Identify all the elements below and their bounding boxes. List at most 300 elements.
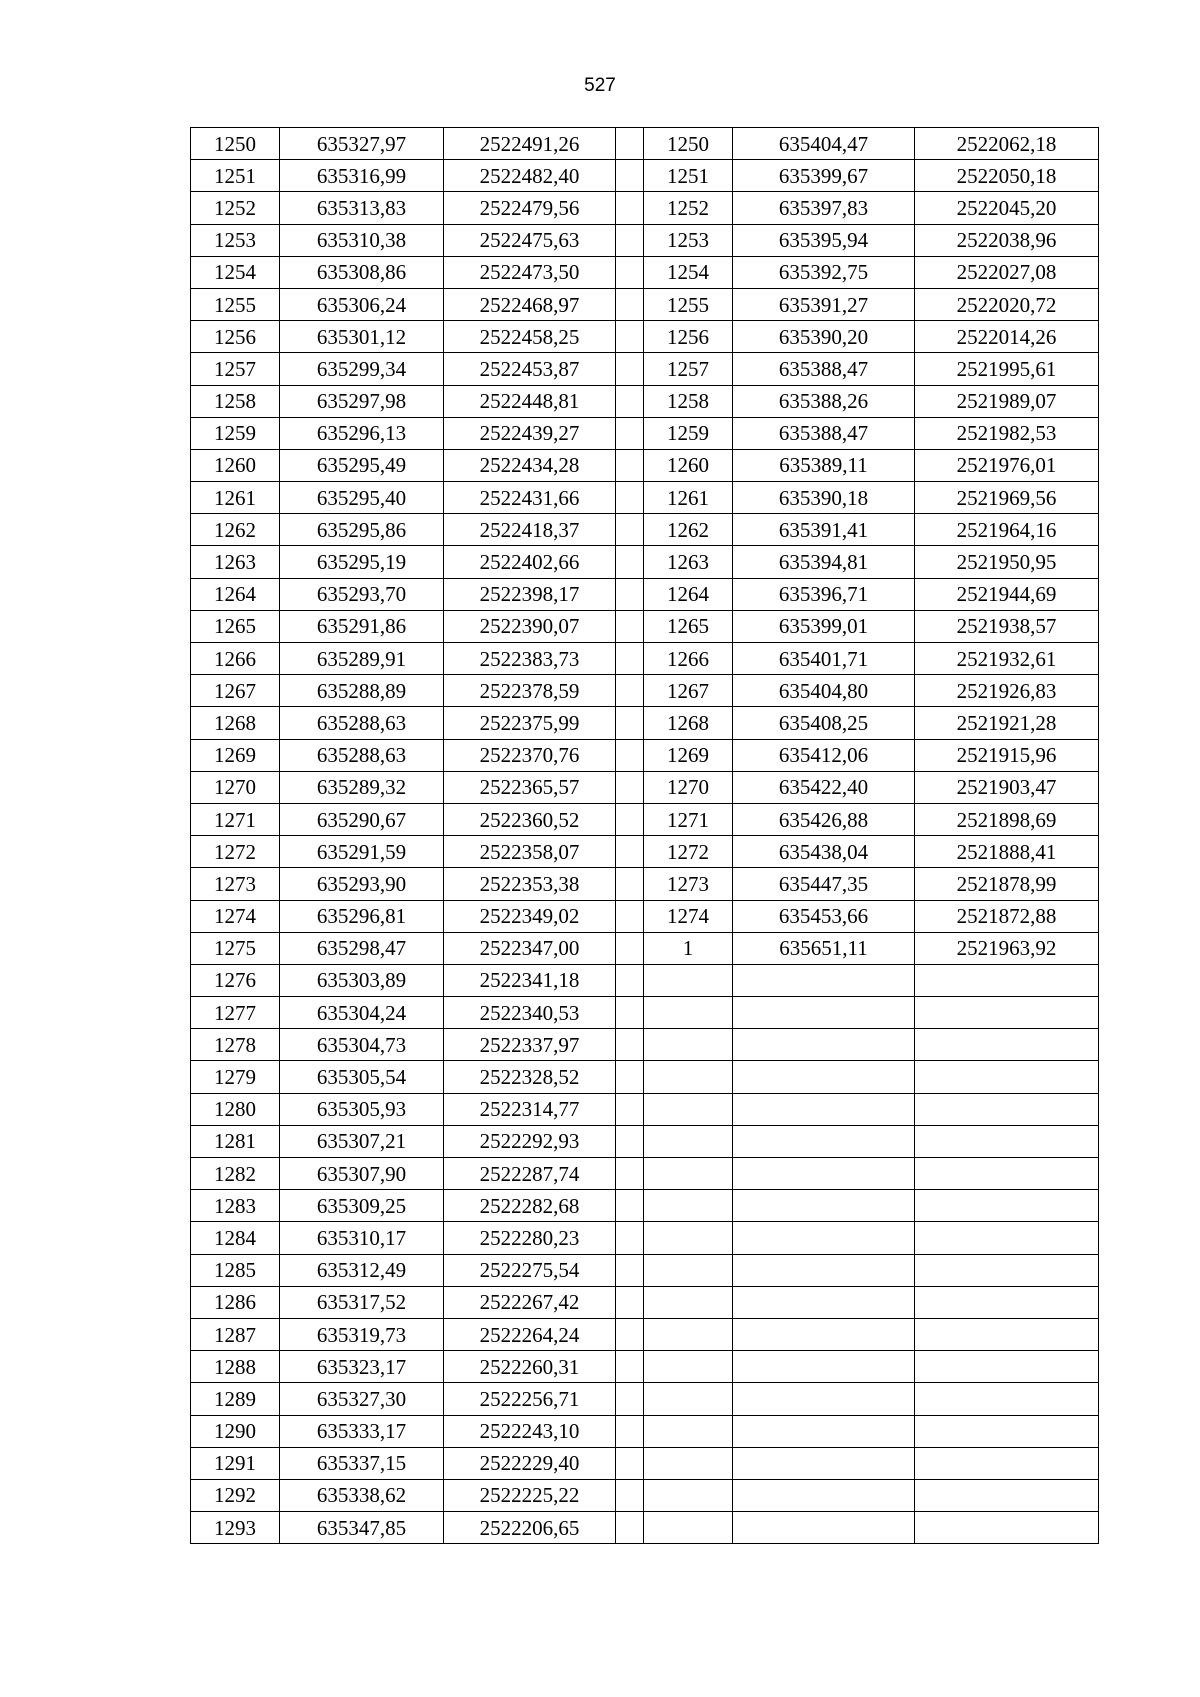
left-x-coordinate-cell: 635293,70 [280, 578, 444, 610]
left-y-coordinate-cell: 2522256,71 [444, 1383, 616, 1415]
left-point-number-cell: 1271 [191, 803, 280, 835]
left-y-coordinate-cell: 2522375,99 [444, 707, 616, 739]
left-point-number-cell: 1276 [191, 964, 280, 996]
right-y-coordinate-cell: 2521976,01 [915, 449, 1099, 481]
right-point-number-cell [644, 964, 733, 996]
right-y-coordinate-cell: 2521878,99 [915, 868, 1099, 900]
left-y-coordinate-cell: 2522402,66 [444, 546, 616, 578]
table-row [191, 224, 1099, 256]
left-x-coordinate-cell: 635313,83 [280, 192, 444, 224]
separator-cell [616, 321, 644, 353]
right-point-number-cell: 1251 [644, 160, 733, 192]
left-x-coordinate-cell: 635319,73 [280, 1318, 444, 1350]
left-y-coordinate-cell: 2522347,00 [444, 932, 616, 964]
table-row [191, 997, 1099, 1029]
left-x-coordinate-cell: 635306,24 [280, 288, 444, 320]
table-row [191, 1383, 1099, 1415]
left-y-coordinate-cell: 2522390,07 [444, 610, 616, 642]
right-point-number-cell: 1267 [644, 675, 733, 707]
right-y-coordinate-cell: 2522038,96 [915, 224, 1099, 256]
left-point-number-cell: 1273 [191, 868, 280, 900]
left-y-coordinate-cell: 2522287,74 [444, 1158, 616, 1190]
right-point-number-cell: 1272 [644, 836, 733, 868]
table-row [191, 1190, 1099, 1222]
left-point-number-cell: 1274 [191, 900, 280, 932]
left-x-coordinate-cell: 635307,90 [280, 1158, 444, 1190]
right-x-coordinate-cell: 635389,11 [733, 449, 915, 481]
right-x-coordinate-cell [733, 1447, 915, 1479]
left-y-coordinate-cell: 2522275,54 [444, 1254, 616, 1286]
right-y-coordinate-cell: 2522027,08 [915, 256, 1099, 288]
left-point-number-cell: 1285 [191, 1254, 280, 1286]
left-point-number-cell: 1291 [191, 1447, 280, 1479]
separator-cell [616, 1447, 644, 1479]
table-row [191, 385, 1099, 417]
left-point-number-cell: 1286 [191, 1286, 280, 1318]
right-point-number-cell: 1260 [644, 449, 733, 481]
left-x-coordinate-cell: 635309,25 [280, 1190, 444, 1222]
separator-cell [616, 1351, 644, 1383]
right-point-number-cell [644, 1351, 733, 1383]
left-x-coordinate-cell: 635304,24 [280, 997, 444, 1029]
left-y-coordinate-cell: 2522453,87 [444, 353, 616, 385]
right-y-coordinate-cell: 2522045,20 [915, 192, 1099, 224]
right-x-coordinate-cell [733, 1158, 915, 1190]
left-y-coordinate-cell: 2522360,52 [444, 803, 616, 835]
separator-cell [616, 675, 644, 707]
right-point-number-cell: 1265 [644, 610, 733, 642]
right-point-number-cell: 1273 [644, 868, 733, 900]
right-point-number-cell [644, 1190, 733, 1222]
table-row [191, 964, 1099, 996]
left-point-number-cell: 1263 [191, 546, 280, 578]
right-y-coordinate-cell: 2521944,69 [915, 578, 1099, 610]
left-y-coordinate-cell: 2522243,10 [444, 1415, 616, 1447]
left-x-coordinate-cell: 635295,86 [280, 514, 444, 546]
right-y-coordinate-cell: 2521903,47 [915, 771, 1099, 803]
left-x-coordinate-cell: 635288,89 [280, 675, 444, 707]
left-point-number-cell: 1281 [191, 1125, 280, 1157]
coordinates-table [190, 127, 1099, 1544]
left-x-coordinate-cell: 635333,17 [280, 1415, 444, 1447]
right-point-number-cell [644, 1093, 733, 1125]
left-x-coordinate-cell: 635308,86 [280, 256, 444, 288]
separator-cell [616, 1061, 644, 1093]
right-y-coordinate-cell: 2521969,56 [915, 482, 1099, 514]
left-y-coordinate-cell: 2522365,57 [444, 771, 616, 803]
left-y-coordinate-cell: 2522491,26 [444, 128, 616, 160]
separator-cell [616, 836, 644, 868]
right-y-coordinate-cell [915, 1125, 1099, 1157]
left-y-coordinate-cell: 2522353,38 [444, 868, 616, 900]
table-row [191, 417, 1099, 449]
separator-cell [616, 932, 644, 964]
left-point-number-cell: 1259 [191, 417, 280, 449]
right-y-coordinate-cell [915, 1383, 1099, 1415]
right-x-coordinate-cell [733, 1125, 915, 1157]
separator-cell [616, 1254, 644, 1286]
left-x-coordinate-cell: 635289,32 [280, 771, 444, 803]
right-y-coordinate-cell [915, 1447, 1099, 1479]
separator-cell [616, 771, 644, 803]
table-row [191, 1318, 1099, 1350]
right-x-coordinate-cell [733, 1415, 915, 1447]
right-y-coordinate-cell: 2521888,41 [915, 836, 1099, 868]
right-point-number-cell: 1256 [644, 321, 733, 353]
separator-cell [616, 707, 644, 739]
left-y-coordinate-cell: 2522314,77 [444, 1093, 616, 1125]
left-x-coordinate-cell: 635298,47 [280, 932, 444, 964]
separator-cell [616, 1286, 644, 1318]
left-point-number-cell: 1282 [191, 1158, 280, 1190]
left-y-coordinate-cell: 2522448,81 [444, 385, 616, 417]
table-row [191, 1125, 1099, 1157]
right-y-coordinate-cell [915, 1093, 1099, 1125]
separator-cell [616, 1415, 644, 1447]
left-y-coordinate-cell: 2522468,97 [444, 288, 616, 320]
right-y-coordinate-cell: 2521989,07 [915, 385, 1099, 417]
separator-cell [616, 1125, 644, 1157]
right-y-coordinate-cell: 2521898,69 [915, 803, 1099, 835]
right-point-number-cell: 1274 [644, 900, 733, 932]
separator-cell [616, 353, 644, 385]
table-row [191, 707, 1099, 739]
separator-cell [616, 578, 644, 610]
left-x-coordinate-cell: 635310,38 [280, 224, 444, 256]
left-point-number-cell: 1269 [191, 739, 280, 771]
left-y-coordinate-cell: 2522229,40 [444, 1447, 616, 1479]
left-y-coordinate-cell: 2522358,07 [444, 836, 616, 868]
separator-cell [616, 997, 644, 1029]
left-x-coordinate-cell: 635289,91 [280, 643, 444, 675]
table-row [191, 739, 1099, 771]
right-x-coordinate-cell: 635391,41 [733, 514, 915, 546]
left-point-number-cell: 1272 [191, 836, 280, 868]
table-row [191, 256, 1099, 288]
left-y-coordinate-cell: 2522378,59 [444, 675, 616, 707]
right-point-number-cell: 1271 [644, 803, 733, 835]
left-point-number-cell: 1257 [191, 353, 280, 385]
right-x-coordinate-cell [733, 1479, 915, 1511]
separator-cell [616, 1158, 644, 1190]
table-row [191, 1254, 1099, 1286]
left-y-coordinate-cell: 2522473,50 [444, 256, 616, 288]
left-y-coordinate-cell: 2522267,42 [444, 1286, 616, 1318]
separator-cell [616, 1318, 644, 1350]
right-point-number-cell: 1264 [644, 578, 733, 610]
left-point-number-cell: 1287 [191, 1318, 280, 1350]
right-y-coordinate-cell [915, 1415, 1099, 1447]
table-row [191, 1286, 1099, 1318]
left-point-number-cell: 1278 [191, 1029, 280, 1061]
right-y-coordinate-cell: 2521982,53 [915, 417, 1099, 449]
left-x-coordinate-cell: 635301,12 [280, 321, 444, 353]
right-y-coordinate-cell: 2521950,95 [915, 546, 1099, 578]
right-x-coordinate-cell: 635404,80 [733, 675, 915, 707]
table-row [191, 1158, 1099, 1190]
right-x-coordinate-cell: 635391,27 [733, 288, 915, 320]
left-point-number-cell: 1255 [191, 288, 280, 320]
right-x-coordinate-cell: 635388,47 [733, 353, 915, 385]
table-row [191, 578, 1099, 610]
right-y-coordinate-cell [915, 1351, 1099, 1383]
left-point-number-cell: 1250 [191, 128, 280, 160]
left-y-coordinate-cell: 2522264,24 [444, 1318, 616, 1350]
left-x-coordinate-cell: 635307,21 [280, 1125, 444, 1157]
left-point-number-cell: 1284 [191, 1222, 280, 1254]
left-x-coordinate-cell: 635296,13 [280, 417, 444, 449]
left-x-coordinate-cell: 635293,90 [280, 868, 444, 900]
left-y-coordinate-cell: 2522292,93 [444, 1125, 616, 1157]
right-y-coordinate-cell: 2521963,92 [915, 932, 1099, 964]
left-x-coordinate-cell: 635323,17 [280, 1351, 444, 1383]
left-y-coordinate-cell: 2522341,18 [444, 964, 616, 996]
left-point-number-cell: 1256 [191, 321, 280, 353]
table-row [191, 128, 1099, 160]
right-x-coordinate-cell: 635388,26 [733, 385, 915, 417]
right-point-number-cell [644, 1479, 733, 1511]
left-point-number-cell: 1266 [191, 643, 280, 675]
right-point-number-cell [644, 1061, 733, 1093]
table-row [191, 868, 1099, 900]
left-x-coordinate-cell: 635327,30 [280, 1383, 444, 1415]
table-row [191, 675, 1099, 707]
left-point-number-cell: 1254 [191, 256, 280, 288]
right-x-coordinate-cell [733, 1351, 915, 1383]
separator-cell [616, 417, 644, 449]
left-x-coordinate-cell: 635295,49 [280, 449, 444, 481]
left-point-number-cell: 1253 [191, 224, 280, 256]
table-row [191, 1222, 1099, 1254]
left-y-coordinate-cell: 2522439,27 [444, 417, 616, 449]
right-y-coordinate-cell: 2521915,96 [915, 739, 1099, 771]
left-y-coordinate-cell: 2522225,22 [444, 1479, 616, 1511]
left-point-number-cell: 1280 [191, 1093, 280, 1125]
separator-cell [616, 288, 644, 320]
right-y-coordinate-cell [915, 1158, 1099, 1190]
right-x-coordinate-cell [733, 1093, 915, 1125]
left-y-coordinate-cell: 2522282,68 [444, 1190, 616, 1222]
left-point-number-cell: 1290 [191, 1415, 280, 1447]
left-x-coordinate-cell: 635347,85 [280, 1512, 444, 1544]
right-x-coordinate-cell [733, 1512, 915, 1544]
table-row [191, 803, 1099, 835]
left-y-coordinate-cell: 2522370,76 [444, 739, 616, 771]
right-point-number-cell: 1266 [644, 643, 733, 675]
left-y-coordinate-cell: 2522434,28 [444, 449, 616, 481]
separator-cell [616, 900, 644, 932]
right-x-coordinate-cell [733, 1029, 915, 1061]
left-y-coordinate-cell: 2522340,53 [444, 997, 616, 1029]
left-x-coordinate-cell: 635305,54 [280, 1061, 444, 1093]
left-y-coordinate-cell: 2522260,31 [444, 1351, 616, 1383]
left-point-number-cell: 1261 [191, 482, 280, 514]
right-point-number-cell [644, 1125, 733, 1157]
left-x-coordinate-cell: 635338,62 [280, 1479, 444, 1511]
separator-cell [616, 128, 644, 160]
right-point-number-cell: 1257 [644, 353, 733, 385]
right-x-coordinate-cell: 635390,20 [733, 321, 915, 353]
table-row [191, 449, 1099, 481]
table-row [191, 1447, 1099, 1479]
right-point-number-cell [644, 1286, 733, 1318]
table-row [191, 482, 1099, 514]
right-y-coordinate-cell [915, 1512, 1099, 1544]
right-point-number-cell: 1254 [644, 256, 733, 288]
left-point-number-cell: 1289 [191, 1383, 280, 1415]
right-x-coordinate-cell [733, 964, 915, 996]
left-x-coordinate-cell: 635290,67 [280, 803, 444, 835]
right-y-coordinate-cell [915, 1061, 1099, 1093]
right-point-number-cell [644, 1158, 733, 1190]
separator-cell [616, 1383, 644, 1415]
right-x-coordinate-cell: 635390,18 [733, 482, 915, 514]
left-x-coordinate-cell: 635317,52 [280, 1286, 444, 1318]
right-point-number-cell [644, 1447, 733, 1479]
separator-cell [616, 739, 644, 771]
right-y-coordinate-cell [915, 964, 1099, 996]
page-number: 527 [584, 75, 616, 96]
right-point-number-cell: 1263 [644, 546, 733, 578]
left-y-coordinate-cell: 2522328,52 [444, 1061, 616, 1093]
left-y-coordinate-cell: 2522479,56 [444, 192, 616, 224]
left-point-number-cell: 1293 [191, 1512, 280, 1544]
separator-cell [616, 192, 644, 224]
separator-cell [616, 1190, 644, 1222]
coordinates-table-body [191, 128, 1099, 1544]
left-y-coordinate-cell: 2522349,02 [444, 900, 616, 932]
separator-cell [616, 482, 644, 514]
separator-cell [616, 514, 644, 546]
separator-cell [616, 1029, 644, 1061]
right-y-coordinate-cell: 2521872,88 [915, 900, 1099, 932]
left-y-coordinate-cell: 2522206,65 [444, 1512, 616, 1544]
left-x-coordinate-cell: 635337,15 [280, 1447, 444, 1479]
left-x-coordinate-cell: 635288,63 [280, 707, 444, 739]
separator-cell [616, 546, 644, 578]
right-y-coordinate-cell [915, 1190, 1099, 1222]
separator-cell [616, 1512, 644, 1544]
separator-cell [616, 868, 644, 900]
right-y-coordinate-cell: 2522020,72 [915, 288, 1099, 320]
separator-cell [616, 449, 644, 481]
left-x-coordinate-cell: 635303,89 [280, 964, 444, 996]
left-x-coordinate-cell: 635297,98 [280, 385, 444, 417]
right-point-number-cell: 1268 [644, 707, 733, 739]
table-row [191, 514, 1099, 546]
left-x-coordinate-cell: 635310,17 [280, 1222, 444, 1254]
left-y-coordinate-cell: 2522383,73 [444, 643, 616, 675]
right-point-number-cell [644, 1512, 733, 1544]
right-point-number-cell [644, 997, 733, 1029]
left-point-number-cell: 1277 [191, 997, 280, 1029]
table-row [191, 1351, 1099, 1383]
left-x-coordinate-cell: 635296,81 [280, 900, 444, 932]
table-row [191, 546, 1099, 578]
separator-cell [616, 256, 644, 288]
table-row [191, 1061, 1099, 1093]
separator-cell [616, 964, 644, 996]
right-point-number-cell [644, 1383, 733, 1415]
left-point-number-cell: 1260 [191, 449, 280, 481]
table-row [191, 836, 1099, 868]
right-x-coordinate-cell [733, 1383, 915, 1415]
right-y-coordinate-cell [915, 1029, 1099, 1061]
separator-cell [616, 385, 644, 417]
right-y-coordinate-cell: 2522062,18 [915, 128, 1099, 160]
left-point-number-cell: 1267 [191, 675, 280, 707]
right-x-coordinate-cell [733, 1318, 915, 1350]
right-y-coordinate-cell [915, 1286, 1099, 1318]
right-y-coordinate-cell [915, 1254, 1099, 1286]
right-point-number-cell: 1252 [644, 192, 733, 224]
table-row [191, 643, 1099, 675]
left-x-coordinate-cell: 635299,34 [280, 353, 444, 385]
right-point-number-cell: 1262 [644, 514, 733, 546]
separator-cell [616, 224, 644, 256]
left-point-number-cell: 1270 [191, 771, 280, 803]
right-x-coordinate-cell [733, 1222, 915, 1254]
right-point-number-cell [644, 1029, 733, 1061]
right-x-coordinate-cell: 635395,94 [733, 224, 915, 256]
right-x-coordinate-cell [733, 1061, 915, 1093]
right-y-coordinate-cell: 2521964,16 [915, 514, 1099, 546]
right-x-coordinate-cell: 635651,11 [733, 932, 915, 964]
table-row [191, 932, 1099, 964]
right-x-coordinate-cell [733, 997, 915, 1029]
separator-cell [616, 1222, 644, 1254]
left-x-coordinate-cell: 635291,86 [280, 610, 444, 642]
right-point-number-cell: 1250 [644, 128, 733, 160]
right-x-coordinate-cell: 635453,66 [733, 900, 915, 932]
right-x-coordinate-cell: 635399,01 [733, 610, 915, 642]
left-y-coordinate-cell: 2522418,37 [444, 514, 616, 546]
left-x-coordinate-cell: 635327,97 [280, 128, 444, 160]
table-row [191, 1512, 1099, 1544]
right-x-coordinate-cell: 635396,71 [733, 578, 915, 610]
right-y-coordinate-cell: 2521932,61 [915, 643, 1099, 675]
left-point-number-cell: 1279 [191, 1061, 280, 1093]
right-y-coordinate-cell [915, 1318, 1099, 1350]
left-point-number-cell: 1262 [191, 514, 280, 546]
right-x-coordinate-cell: 635404,47 [733, 128, 915, 160]
right-y-coordinate-cell: 2521926,83 [915, 675, 1099, 707]
table-row [191, 1029, 1099, 1061]
right-x-coordinate-cell: 635422,40 [733, 771, 915, 803]
left-y-coordinate-cell: 2522398,17 [444, 578, 616, 610]
left-y-coordinate-cell: 2522475,63 [444, 224, 616, 256]
right-x-coordinate-cell: 635412,06 [733, 739, 915, 771]
left-x-coordinate-cell: 635288,63 [280, 739, 444, 771]
right-x-coordinate-cell: 635399,67 [733, 160, 915, 192]
left-point-number-cell: 1258 [191, 385, 280, 417]
left-x-coordinate-cell: 635304,73 [280, 1029, 444, 1061]
right-y-coordinate-cell: 2522014,26 [915, 321, 1099, 353]
left-y-coordinate-cell: 2522458,25 [444, 321, 616, 353]
left-y-coordinate-cell: 2522482,40 [444, 160, 616, 192]
separator-cell [616, 1093, 644, 1125]
separator-cell [616, 160, 644, 192]
table-row [191, 1415, 1099, 1447]
left-y-coordinate-cell: 2522280,23 [444, 1222, 616, 1254]
right-point-number-cell [644, 1222, 733, 1254]
right-point-number-cell [644, 1254, 733, 1286]
right-y-coordinate-cell [915, 1479, 1099, 1511]
table-row [191, 192, 1099, 224]
right-y-coordinate-cell: 2521995,61 [915, 353, 1099, 385]
separator-cell [616, 803, 644, 835]
left-point-number-cell: 1268 [191, 707, 280, 739]
